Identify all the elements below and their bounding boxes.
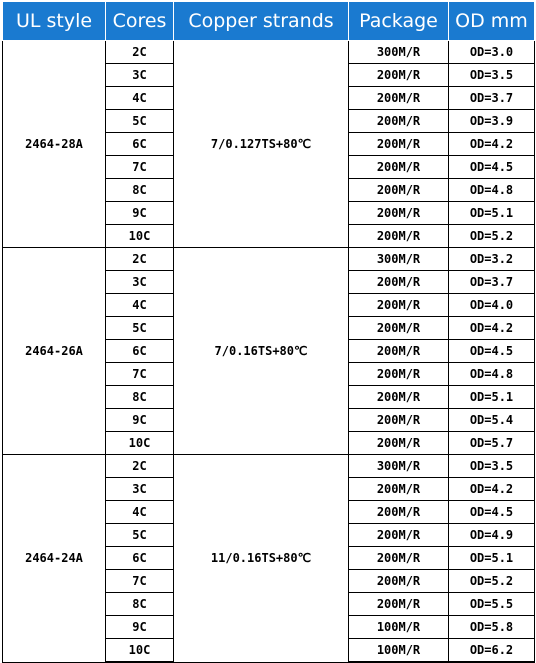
cores-cell: 9C [106, 616, 174, 639]
cores-cell: 8C [106, 179, 174, 202]
package-cell: 200M/R [349, 409, 449, 432]
cores-cell: 5C [106, 110, 174, 133]
od-cell: OD=3.7 [449, 271, 535, 294]
od-cell: OD=4.5 [449, 340, 535, 363]
cores-cell: 6C [106, 547, 174, 570]
header-od-mm: OD mm [449, 2, 535, 41]
cores-cell: 7C [106, 570, 174, 593]
od-cell: OD=5.1 [449, 386, 535, 409]
package-cell: 200M/R [349, 524, 449, 547]
table-row [3, 248, 535, 271]
package-cell: 200M/R [349, 570, 449, 593]
package-cell: 200M/R [349, 110, 449, 133]
header-copper-strands: Copper strands [174, 2, 349, 41]
od-cell: OD=5.1 [449, 547, 535, 570]
copper-strands-cell: 7/0.127TS+80℃ [174, 41, 349, 248]
od-cell: OD=5.2 [449, 570, 535, 593]
od-cell: OD=4.5 [449, 156, 535, 179]
cores-cell: 6C [106, 133, 174, 156]
package-cell: 200M/R [349, 271, 449, 294]
cores-cell: 2C [106, 455, 174, 478]
package-cell: 200M/R [349, 478, 449, 501]
package-cell: 100M/R [349, 639, 449, 663]
od-cell: OD=5.5 [449, 593, 535, 616]
od-cell: OD=3.0 [449, 41, 535, 64]
package-cell: 200M/R [349, 501, 449, 524]
ul-style-cell: 2464-28A [3, 41, 106, 248]
cores-cell: 6C [106, 340, 174, 363]
od-cell: OD=4.9 [449, 524, 535, 547]
cores-cell: 4C [106, 501, 174, 524]
package-cell: 200M/R [349, 294, 449, 317]
od-cell: OD=5.7 [449, 432, 535, 455]
header-row [3, 2, 535, 41]
od-cell: OD=5.2 [449, 225, 535, 248]
ul-style-cell: 2464-26A [3, 248, 106, 455]
table-body [3, 41, 535, 663]
cores-cell: 4C [106, 87, 174, 110]
od-cell: OD=5.1 [449, 202, 535, 225]
package-cell: 200M/R [349, 156, 449, 179]
header-cores: Cores [106, 2, 174, 41]
cores-cell: 2C [106, 41, 174, 64]
od-cell: OD=4.8 [449, 363, 535, 386]
package-cell: 200M/R [349, 133, 449, 156]
package-cell: 200M/R [349, 225, 449, 248]
package-cell: 200M/R [349, 87, 449, 110]
package-cell: 200M/R [349, 317, 449, 340]
package-cell: 200M/R [349, 202, 449, 225]
package-cell: 200M/R [349, 64, 449, 87]
cores-cell: 9C [106, 409, 174, 432]
od-cell: OD=3.5 [449, 64, 535, 87]
cores-cell: 9C [106, 202, 174, 225]
copper-strands-cell: 7/0.16TS+80℃ [174, 248, 349, 455]
package-cell: 300M/R [349, 41, 449, 64]
cores-cell: 3C [106, 271, 174, 294]
cores-cell: 5C [106, 524, 174, 547]
cable-spec-table [2, 2, 535, 663]
od-cell: OD=4.0 [449, 294, 535, 317]
cores-cell: 4C [106, 294, 174, 317]
cores-cell: 3C [106, 478, 174, 501]
cores-cell: 10C [106, 639, 174, 663]
package-cell: 200M/R [349, 179, 449, 202]
od-cell: OD=3.2 [449, 248, 535, 271]
header-package: Package [349, 2, 449, 41]
cores-cell: 10C [106, 432, 174, 455]
od-cell: OD=4.5 [449, 501, 535, 524]
copper-strands-cell: 11/0.16TS+80℃ [174, 455, 349, 663]
od-cell: OD=3.7 [449, 87, 535, 110]
cores-cell: 3C [106, 64, 174, 87]
od-cell: OD=4.2 [449, 317, 535, 340]
cores-cell: 7C [106, 156, 174, 179]
package-cell: 200M/R [349, 432, 449, 455]
od-cell: OD=6.2 [449, 639, 535, 663]
od-cell: OD=4.2 [449, 478, 535, 501]
cores-cell: 10C [106, 225, 174, 248]
cores-cell: 2C [106, 248, 174, 271]
od-cell: OD=5.4 [449, 409, 535, 432]
cores-cell: 8C [106, 593, 174, 616]
cores-cell: 5C [106, 317, 174, 340]
table-row [3, 41, 535, 64]
od-cell: OD=4.2 [449, 133, 535, 156]
od-cell: OD=3.9 [449, 110, 535, 133]
od-cell: OD=4.8 [449, 179, 535, 202]
cores-cell: 7C [106, 363, 174, 386]
table-row [3, 455, 535, 478]
ul-style-cell: 2464-24A [3, 455, 106, 663]
cores-cell: 8C [106, 386, 174, 409]
package-cell: 200M/R [349, 363, 449, 386]
od-cell: OD=5.8 [449, 616, 535, 639]
package-cell: 200M/R [349, 386, 449, 409]
od-cell: OD=3.5 [449, 455, 535, 478]
package-cell: 200M/R [349, 340, 449, 363]
package-cell: 300M/R [349, 455, 449, 478]
package-cell: 300M/R [349, 248, 449, 271]
package-cell: 100M/R [349, 616, 449, 639]
package-cell: 200M/R [349, 593, 449, 616]
header-ul-style: UL style [3, 2, 106, 41]
package-cell: 200M/R [349, 547, 449, 570]
